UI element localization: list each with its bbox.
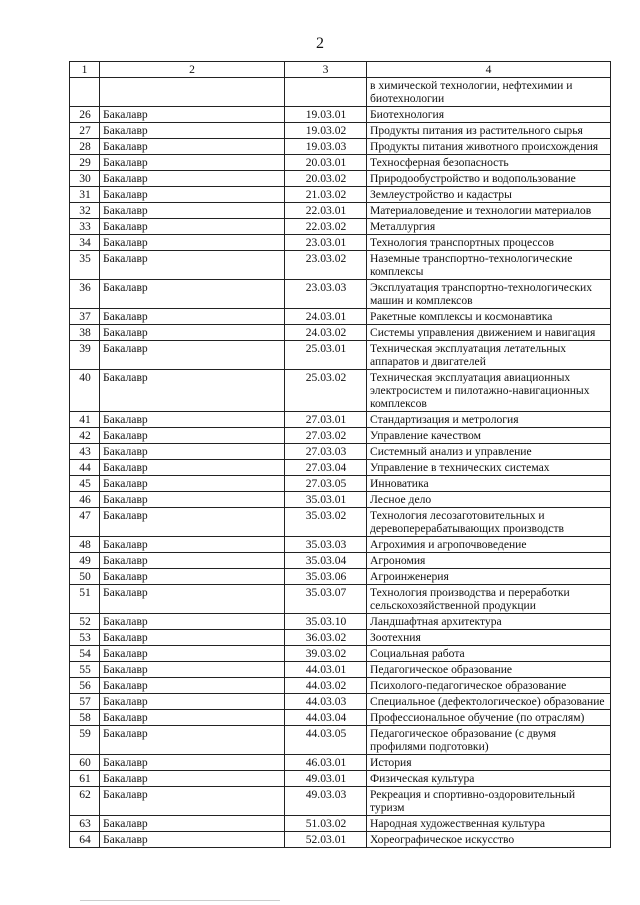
table-row — [70, 219, 611, 235]
row-code: 24.03.02 — [285, 325, 367, 341]
row-program-name: Лесное дело — [367, 492, 611, 508]
row-code: 35.03.01 — [285, 492, 367, 508]
row-program-name: Педагогическое образование (с двумя профилями подготовки) — [367, 726, 611, 755]
row-level: Бакалавр — [100, 444, 285, 460]
row-number: 64 — [70, 832, 100, 848]
row-level: Бакалавр — [100, 787, 285, 816]
table-row — [70, 585, 611, 614]
row-code: 44.03.03 — [285, 694, 367, 710]
table-row — [70, 107, 611, 123]
row-program-name: Стандартизация и метрология — [367, 412, 611, 428]
row-program-name: Ракетные комплексы и космонавтика — [367, 309, 611, 325]
continuation-row — [70, 78, 611, 107]
row-number: 58 — [70, 710, 100, 726]
table-row — [70, 203, 611, 219]
table-row — [70, 537, 611, 553]
row-number: 55 — [70, 662, 100, 678]
table-row — [70, 630, 611, 646]
row-number: 63 — [70, 816, 100, 832]
page-number: 2 — [316, 35, 324, 52]
row-code: 35.03.02 — [285, 508, 367, 537]
row-number: 41 — [70, 412, 100, 428]
table-row — [70, 662, 611, 678]
row-level: Бакалавр — [100, 251, 285, 280]
table-row — [70, 155, 611, 171]
row-program-name: Материаловедение и технологии материалов — [367, 203, 611, 219]
row-code: 23.03.03 — [285, 280, 367, 309]
row-level: Бакалавр — [100, 569, 285, 585]
row-program-name: Физическая культура — [367, 771, 611, 787]
row-level: Бакалавр — [100, 187, 285, 203]
continuation-cell-code — [285, 78, 367, 107]
row-number: 32 — [70, 203, 100, 219]
column-header-name: 4 — [367, 62, 611, 78]
row-code: 27.03.02 — [285, 428, 367, 444]
row-level: Бакалавр — [100, 171, 285, 187]
row-level: Бакалавр — [100, 123, 285, 139]
table-row — [70, 614, 611, 630]
row-level: Бакалавр — [100, 585, 285, 614]
row-code: 19.03.03 — [285, 139, 367, 155]
table-header-row — [70, 62, 611, 78]
row-program-name: Эксплуатация транспортно-технологических машин и комплексов — [367, 280, 611, 309]
row-code: 49.03.03 — [285, 787, 367, 816]
row-level: Бакалавр — [100, 630, 285, 646]
table-row — [70, 280, 611, 309]
row-program-name: Зоотехния — [367, 630, 611, 646]
row-code: 21.03.02 — [285, 187, 367, 203]
row-number: 59 — [70, 726, 100, 755]
row-level: Бакалавр — [100, 235, 285, 251]
table-row — [70, 460, 611, 476]
table-row — [70, 309, 611, 325]
row-level: Бакалавр — [100, 341, 285, 370]
row-level: Бакалавр — [100, 755, 285, 771]
table-row — [70, 646, 611, 662]
table-row — [70, 694, 611, 710]
row-level: Бакалавр — [100, 460, 285, 476]
row-number: 61 — [70, 771, 100, 787]
row-level: Бакалавр — [100, 537, 285, 553]
row-number: 42 — [70, 428, 100, 444]
table-row — [70, 569, 611, 585]
column-header-level: 2 — [100, 62, 285, 78]
row-code: 27.03.03 — [285, 444, 367, 460]
row-level: Бакалавр — [100, 646, 285, 662]
row-program-name: Специальное (дефектологическое) образование — [367, 694, 611, 710]
row-program-name: Металлургия — [367, 219, 611, 235]
row-level: Бакалавр — [100, 203, 285, 219]
table-row — [70, 508, 611, 537]
table-row — [70, 235, 611, 251]
continuation-text: в химической технологии, нефтехимии и биотехнологии — [367, 78, 611, 107]
row-level: Бакалавр — [100, 309, 285, 325]
row-code: 19.03.02 — [285, 123, 367, 139]
row-program-name: Продукты питания из растительного сырья — [367, 123, 611, 139]
row-number: 57 — [70, 694, 100, 710]
table-row — [70, 771, 611, 787]
row-program-name: Агрономия — [367, 553, 611, 569]
row-number: 62 — [70, 787, 100, 816]
row-number: 27 — [70, 123, 100, 139]
row-level: Бакалавр — [100, 476, 285, 492]
row-code: 49.03.01 — [285, 771, 367, 787]
table-row — [70, 755, 611, 771]
row-level: Бакалавр — [100, 412, 285, 428]
row-number: 37 — [70, 309, 100, 325]
table-row — [70, 412, 611, 428]
row-level: Бакалавр — [100, 428, 285, 444]
row-program-name: Агроинженерия — [367, 569, 611, 585]
row-program-name: Техническая эксплуатация летательных аппаратов и двигателей — [367, 341, 611, 370]
row-number: 35 — [70, 251, 100, 280]
row-program-name: Инноватика — [367, 476, 611, 492]
table-row — [70, 325, 611, 341]
row-program-name: Техносферная безопасность — [367, 155, 611, 171]
table-row — [70, 832, 611, 848]
row-code: 20.03.02 — [285, 171, 367, 187]
row-program-name: Технология производства и переработки сельскохозяйственной продукции — [367, 585, 611, 614]
row-level: Бакалавр — [100, 139, 285, 155]
row-program-name: Биотехнология — [367, 107, 611, 123]
row-program-name: Социальная работа — [367, 646, 611, 662]
row-program-name: Управление в технических системах — [367, 460, 611, 476]
table-row — [70, 816, 611, 832]
row-program-name: Природообустройство и водопользование — [367, 171, 611, 187]
row-program-name: Системный анализ и управление — [367, 444, 611, 460]
row-level: Бакалавр — [100, 662, 285, 678]
table-row — [70, 787, 611, 816]
row-number: 50 — [70, 569, 100, 585]
row-number: 53 — [70, 630, 100, 646]
row-number: 47 — [70, 508, 100, 537]
row-code: 20.03.01 — [285, 155, 367, 171]
row-level: Бакалавр — [100, 280, 285, 309]
row-code: 22.03.01 — [285, 203, 367, 219]
row-program-name: Наземные транспортно-технологические комплексы — [367, 251, 611, 280]
row-code: 27.03.05 — [285, 476, 367, 492]
row-level: Бакалавр — [100, 508, 285, 537]
table-row — [70, 553, 611, 569]
row-number: 56 — [70, 678, 100, 694]
row-code: 52.03.01 — [285, 832, 367, 848]
row-code: 35.03.06 — [285, 569, 367, 585]
row-code: 24.03.01 — [285, 309, 367, 325]
row-number: 48 — [70, 537, 100, 553]
row-level: Бакалавр — [100, 492, 285, 508]
row-level: Бакалавр — [100, 614, 285, 630]
row-program-name: Управление качеством — [367, 428, 611, 444]
row-level: Бакалавр — [100, 107, 285, 123]
row-level: Бакалавр — [100, 771, 285, 787]
table-row — [70, 341, 611, 370]
row-code: 19.03.01 — [285, 107, 367, 123]
row-number: 34 — [70, 235, 100, 251]
footer-rule — [80, 900, 280, 901]
row-code: 35.03.03 — [285, 537, 367, 553]
column-header-number: 1 — [70, 62, 100, 78]
row-code: 51.03.02 — [285, 816, 367, 832]
row-program-name: Ландшафтная архитектура — [367, 614, 611, 630]
row-program-name: Системы управления движением и навигация — [367, 325, 611, 341]
row-code: 23.03.02 — [285, 251, 367, 280]
row-number: 30 — [70, 171, 100, 187]
row-number: 38 — [70, 325, 100, 341]
row-program-name: Технология транспортных процессов — [367, 235, 611, 251]
row-number: 29 — [70, 155, 100, 171]
row-program-name: Хореографическое искусство — [367, 832, 611, 848]
row-code: 44.03.02 — [285, 678, 367, 694]
table-row — [70, 428, 611, 444]
table-row — [70, 678, 611, 694]
row-code: 39.03.02 — [285, 646, 367, 662]
row-number: 44 — [70, 460, 100, 476]
row-code: 44.03.04 — [285, 710, 367, 726]
row-code: 25.03.02 — [285, 370, 367, 412]
table-row — [70, 476, 611, 492]
row-number: 46 — [70, 492, 100, 508]
row-program-name: Технология лесозаготовительных и деревоперерабатывающих производств — [367, 508, 611, 537]
row-level: Бакалавр — [100, 694, 285, 710]
row-level: Бакалавр — [100, 710, 285, 726]
row-code: 36.03.02 — [285, 630, 367, 646]
table-row — [70, 492, 611, 508]
column-header-code: 3 — [285, 62, 367, 78]
row-program-name: Педагогическое образование — [367, 662, 611, 678]
row-number: 45 — [70, 476, 100, 492]
row-code: 46.03.01 — [285, 755, 367, 771]
row-number: 39 — [70, 341, 100, 370]
row-code: 27.03.04 — [285, 460, 367, 476]
row-number: 33 — [70, 219, 100, 235]
row-program-name: Продукты питания животного происхождения — [367, 139, 611, 155]
table-row — [70, 444, 611, 460]
row-number: 36 — [70, 280, 100, 309]
row-level: Бакалавр — [100, 726, 285, 755]
row-code: 25.03.01 — [285, 341, 367, 370]
row-code: 22.03.02 — [285, 219, 367, 235]
row-program-name: Землеустройство и кадастры — [367, 187, 611, 203]
table-row — [70, 251, 611, 280]
row-number: 60 — [70, 755, 100, 771]
row-code: 44.03.01 — [285, 662, 367, 678]
row-number: 31 — [70, 187, 100, 203]
row-number: 40 — [70, 370, 100, 412]
row-number: 49 — [70, 553, 100, 569]
row-program-name: Профессиональное обучение (по отраслям) — [367, 710, 611, 726]
row-level: Бакалавр — [100, 832, 285, 848]
table-row — [70, 171, 611, 187]
row-level: Бакалавр — [100, 678, 285, 694]
table-row — [70, 187, 611, 203]
row-program-name: Рекреация и спортивно-оздоровительный туризм — [367, 787, 611, 816]
row-program-name: Техническая эксплуатация авиационных электросистем и пилотажно-навигационных комплексов — [367, 370, 611, 412]
row-code: 35.03.04 — [285, 553, 367, 569]
row-code: 35.03.07 — [285, 585, 367, 614]
table-row — [70, 123, 611, 139]
row-program-name: История — [367, 755, 611, 771]
row-number: 52 — [70, 614, 100, 630]
row-code: 35.03.10 — [285, 614, 367, 630]
row-number: 54 — [70, 646, 100, 662]
row-level: Бакалавр — [100, 370, 285, 412]
continuation-cell-level — [100, 78, 285, 107]
row-code: 27.03.01 — [285, 412, 367, 428]
table-row — [70, 710, 611, 726]
row-level: Бакалавр — [100, 219, 285, 235]
row-number: 43 — [70, 444, 100, 460]
continuation-cell-number — [70, 78, 100, 107]
row-program-name: Психолого-педагогическое образование — [367, 678, 611, 694]
programs-table — [69, 61, 611, 848]
row-program-name: Народная художественная культура — [367, 816, 611, 832]
table-row — [70, 370, 611, 412]
table-row — [70, 726, 611, 755]
row-level: Бакалавр — [100, 553, 285, 569]
table-row — [70, 139, 611, 155]
row-number: 28 — [70, 139, 100, 155]
row-code: 44.03.05 — [285, 726, 367, 755]
row-level: Бакалавр — [100, 155, 285, 171]
row-program-name: Агрохимия и агропочвоведение — [367, 537, 611, 553]
row-number: 51 — [70, 585, 100, 614]
row-number: 26 — [70, 107, 100, 123]
row-code: 23.03.01 — [285, 235, 367, 251]
row-level: Бакалавр — [100, 816, 285, 832]
row-level: Бакалавр — [100, 325, 285, 341]
